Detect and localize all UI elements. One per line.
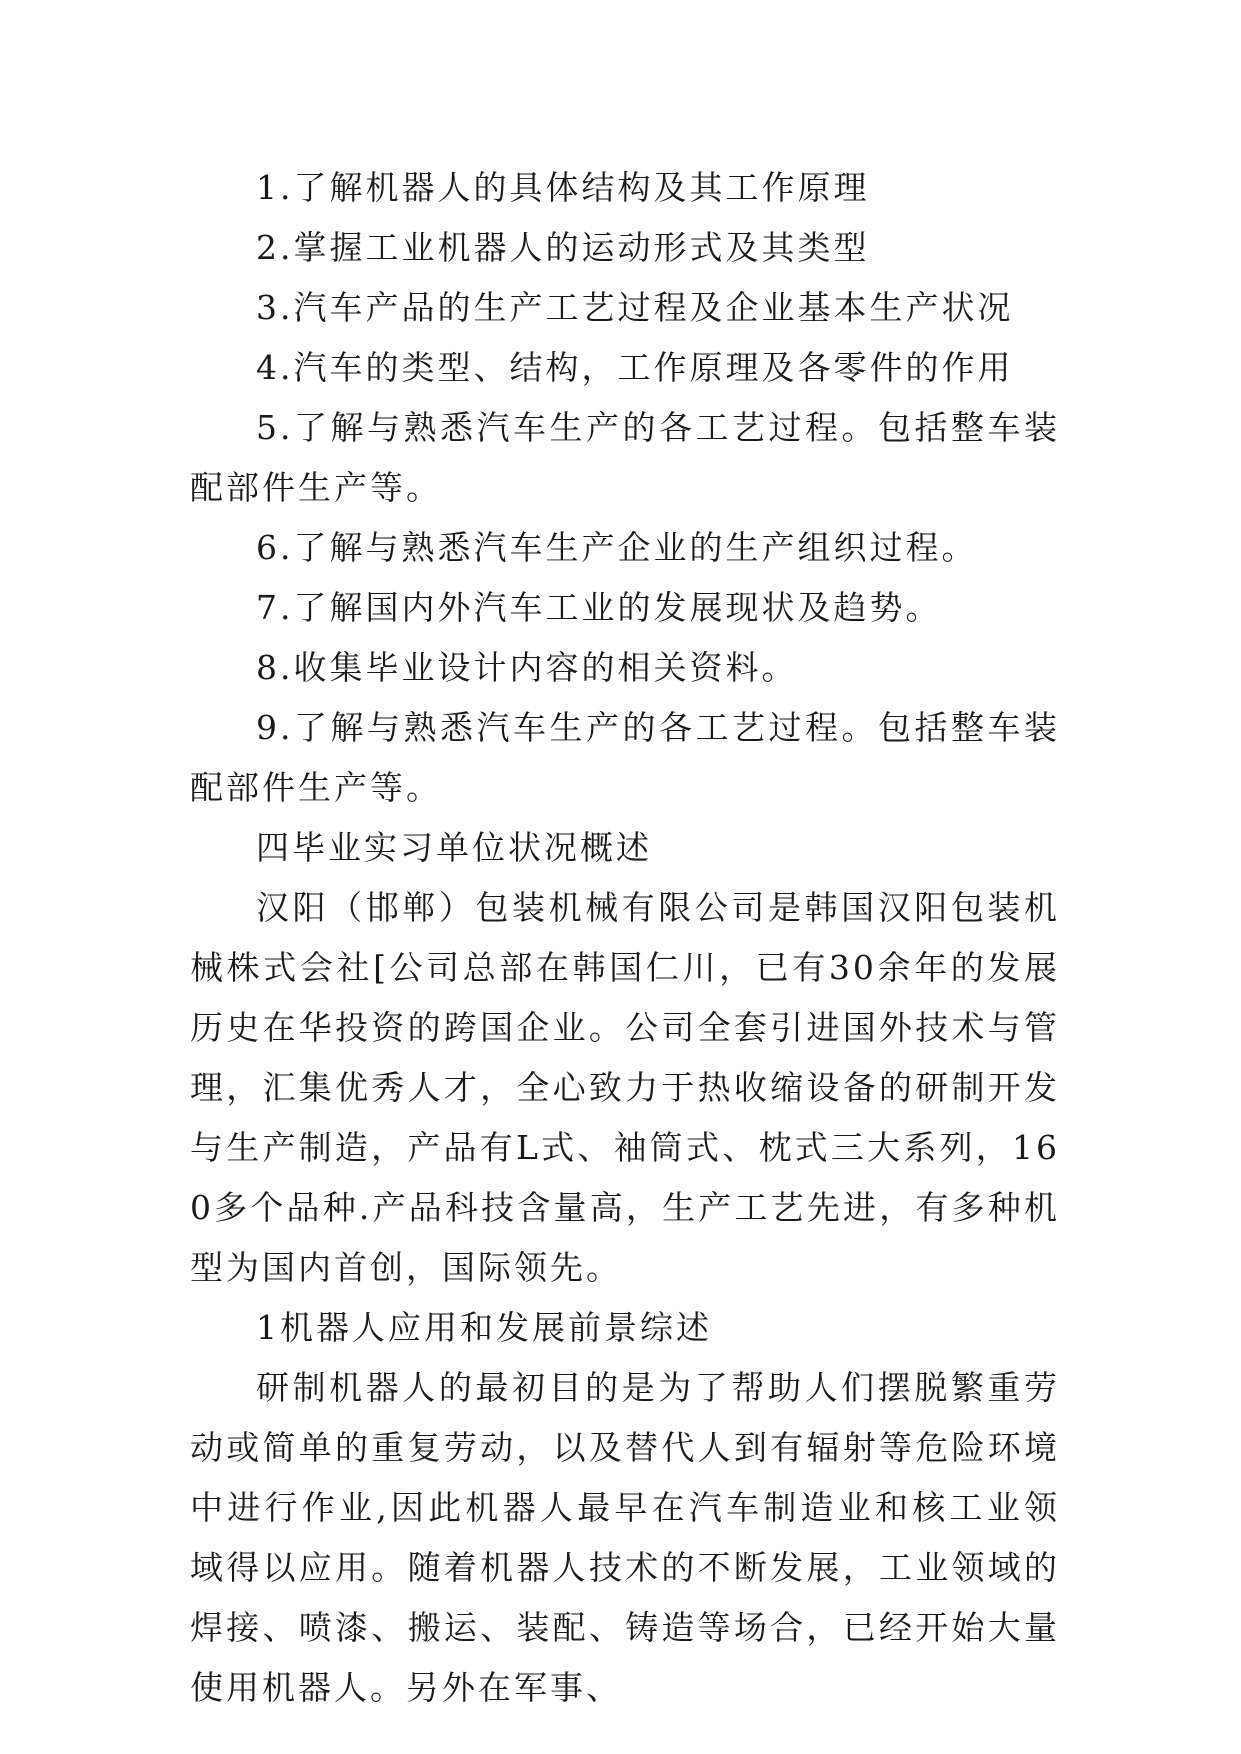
list-item-4: 4.汽车的类型、结构，工作原理及各零件的作用 [256,348,1014,387]
list-item-1: 1.了解机器人的具体结构及其工作原理 [256,168,870,207]
company-overview-paragraph: 汉阳（邯郸）包装机械有限公司是韩国汉阳包装机械株式会社[公司总部在韩国仁川，已有30余年的发展历史在华投资的跨国企业。公司全套引进国外技术与管理，汇集优秀人才，全心致力于热收缩设备的研制开发与生产制造，产品有L式、袖筒式、枕式三大系列，160多个品种.产品科技含量高，生产工艺先进，有多种机型为国内首创，国际领先。 [190,888,1060,1287]
list-item-7: 7.了解国内外汽车工业的发展现状及趋势。 [256,588,942,627]
list-item-9: 9.了解与熟悉汽车生产的各工艺过程。包括整车装配部件生产等。 [190,708,1060,807]
section-heading-1: 1机器人应用和发展前景综述 [256,1308,712,1347]
list-item-5: 5.了解与熟悉汽车生产的各工艺过程。包括整车装配部件生产等。 [190,408,1060,507]
list-item-2: 2.掌握工业机器人的运动形式及其类型 [256,228,870,267]
list-item-8: 8.收集毕业设计内容的相关资料。 [256,648,798,687]
list-item-6: 6.了解与熟悉汽车生产企业的生产组织过程。 [256,528,978,567]
section-heading-4: 四毕业实习单位状况概述 [256,828,652,867]
robot-application-paragraph: 研制机器人的最初目的是为了帮助人们摆脱繁重劳动或简单的重复劳动，以及替代人到有辐射等危险环境中进行作业,因此机器人最早在汽车制造业和核工业领域得以应用。随着机器人技术的不断发展，工业领域的焊接、喷漆、搬运、装配、铸造等场合，已经开始大量使用机器人。另外在军事、 [190,1368,1060,1707]
document-body [190,158,1060,1718]
list-item-3: 3.汽车产品的生产工艺过程及企业基本生产状况 [256,288,1014,327]
